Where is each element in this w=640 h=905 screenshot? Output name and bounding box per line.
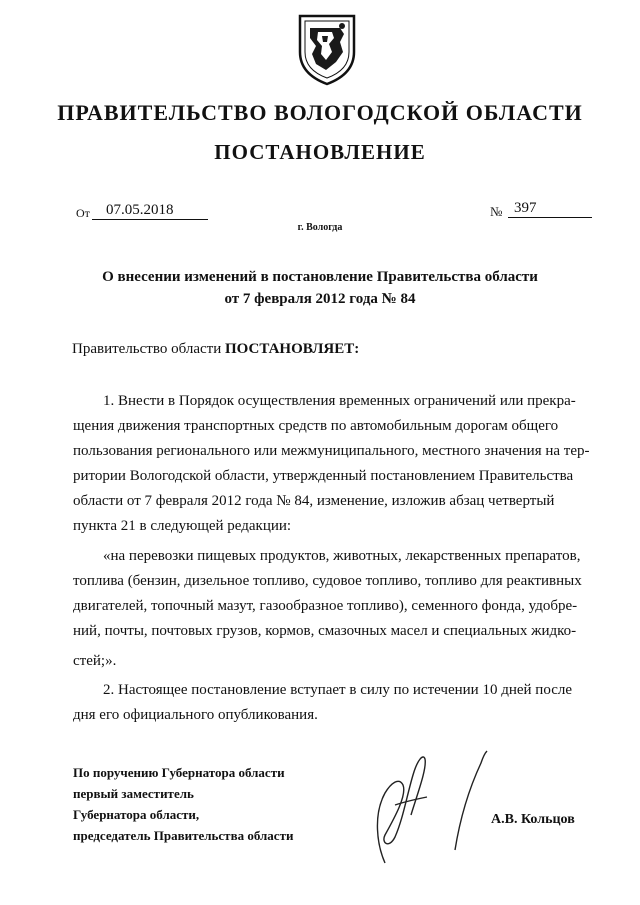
body-line: 1. Внести в Порядок осуществления временных ограничений или прекра- — [103, 393, 576, 409]
coat-of-arms-emblem — [296, 12, 358, 86]
subject-line: от 7 февраля 2012 года № 84 — [224, 291, 416, 307]
body-line: двигателей, топочный мазут, газообразное топливо), семенного фонда, удобре- — [73, 598, 578, 614]
document-subject — [60, 266, 580, 310]
number-prefix: № — [490, 204, 503, 219]
body-line: пользования регионального или межмуниципального, местного значения на тер- — [73, 443, 590, 459]
date-prefix: От — [76, 206, 90, 220]
body-line: дня его официального опубликования. — [73, 707, 318, 723]
body-line: ний, почты, почтовых грузов, кормов, смазочных масел и специальных жидко- — [73, 623, 577, 639]
signatory-line: Губернатора области, — [73, 807, 200, 822]
body-line: ритории Вологодской области, утвержденный постановлением Правительства — [73, 468, 574, 484]
document-date: 07.05.2018 — [92, 202, 208, 220]
preamble-keyword: ПОСТАНОВЛЯЕТ: — [224, 341, 360, 357]
body-line: 2. Настоящее постановление вступает в силу по истечении 10 дней после — [103, 682, 572, 698]
preamble — [72, 341, 359, 358]
handwritten-signature — [355, 745, 495, 870]
signatory-line: первый заместитель — [73, 786, 194, 801]
document-type-title: ПОСТАНОВЛЕНИЕ — [214, 140, 426, 164]
signatory-line: По поручению Губернатора области — [73, 765, 285, 780]
signatory-line: председатель Правительства области — [73, 828, 294, 843]
body-line: области от 7 февраля 2012 года № 84, изменение, изложив абзац четвертый — [73, 493, 555, 509]
subject-line: О внесении изменений в постановление Правительства области — [102, 269, 538, 285]
body-line: стей;». — [73, 653, 117, 669]
signatory-name: А.В. Кольцов — [491, 812, 575, 827]
signatory-position — [73, 762, 293, 846]
body-line: «на перевозки пищевых продуктов, животных, лекарственных препаратов, — [103, 548, 581, 564]
government-title: ПРАВИТЕЛЬСТВО ВОЛОГОДСКОЙ ОБЛАСТИ — [57, 100, 583, 125]
preamble-text: Правительство области — [72, 341, 222, 357]
city-label: г. Вологда — [297, 222, 343, 233]
body-line: топлива (бензин, дизельное топливо, судовое топливо, топливо для реактивных — [73, 573, 582, 589]
body-line: пункта 21 в следующей редакции: — [73, 518, 292, 534]
document-number: 397 — [508, 200, 592, 218]
body-line: щения движения транспортных средств по автомобильным дорогам общего — [73, 418, 559, 434]
